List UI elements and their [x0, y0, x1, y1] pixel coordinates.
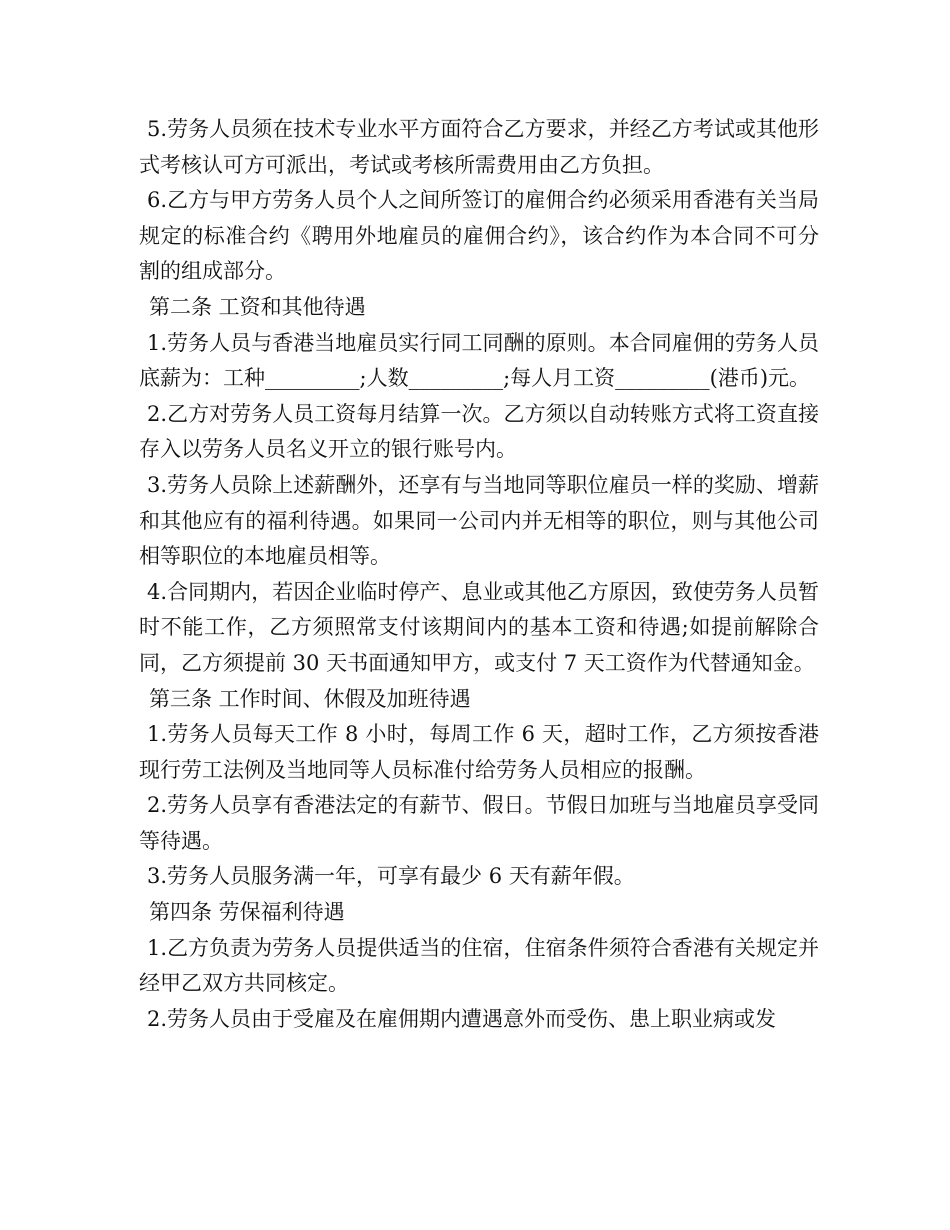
clause-paragraph: 1.劳务人员每天工作 8 小时，每周工作 6 天，超时工作，乙方须按香港现行劳工法例及当地同等人员标准付给劳务人员相应的报酬。: [139, 722, 819, 782]
clause-paragraph: 5.劳务人员须在技术专业水平方面符合乙方要求，并经乙方考试或其他形式考核认可方可派出，考试或考核所需费用由乙方负担。: [139, 117, 819, 177]
section-heading: 第二条 工资和其他待遇: [149, 294, 366, 319]
section-heading: 第三条 工作时间、休假及加班待遇: [149, 686, 471, 711]
clause-paragraph: 1.乙方负责为劳务人员提供适当的住宿，住宿条件须符合香港有关规定并经甲乙双方共同核定。: [139, 935, 819, 996]
section-heading: 第四条 劳保福利待遇: [149, 900, 345, 925]
clause-paragraph: 1.劳务人员与香港当地雇员实行同工同酬的原则。本合同雇佣的劳务人员底薪为：工种_________;人数_________;每人月工资_________(港币)元。: [139, 330, 819, 391]
document-page: [139, 112, 819, 1037]
clause-paragraph: 4.合同期内，若因企业临时停产、息业或其他乙方原因，致使劳务人员暂时不能工作，乙方须照常支付该期间内的基本工资和待遇;如提前解除合同，乙方须提前 30 天书面通知甲方，或支付 7 天工资作为代替通知金。: [139, 579, 819, 675]
clause-paragraph: 3.劳务人员除上述薪酬外，还享有与当地同等职位雇员一样的奖励、增薪和其他应有的福利待遇。如果同一公司内并无相等的职位，则与其他公司相等职位的本地雇员相等。: [139, 472, 819, 569]
clause-paragraph: 3.劳务人员服务满一年，可享有最少 6 天有薪年假。: [147, 864, 635, 889]
clause-paragraph: 6.乙方与甲方劳务人员个人之间所签订的雇佣合约必须采用香港有关当局规定的标准合约《聘用外地雇员的雇佣合约》，该合约作为本合同不可分割的组成部分。: [139, 188, 819, 284]
clause-paragraph: 2.劳务人员享有香港法定的有薪节、假日。节假日加班与当地雇员享受同等待遇。: [139, 793, 819, 853]
clause-paragraph: 2.乙方对劳务人员工资每月结算一次。乙方须以自动转账方式将工资直接存入以劳务人员名义开立的银行账号内。: [139, 401, 819, 462]
clause-paragraph: 2.劳务人员由于受雇及在雇佣期内遭遇意外而受伤、患上职业病或发: [147, 1006, 777, 1031]
